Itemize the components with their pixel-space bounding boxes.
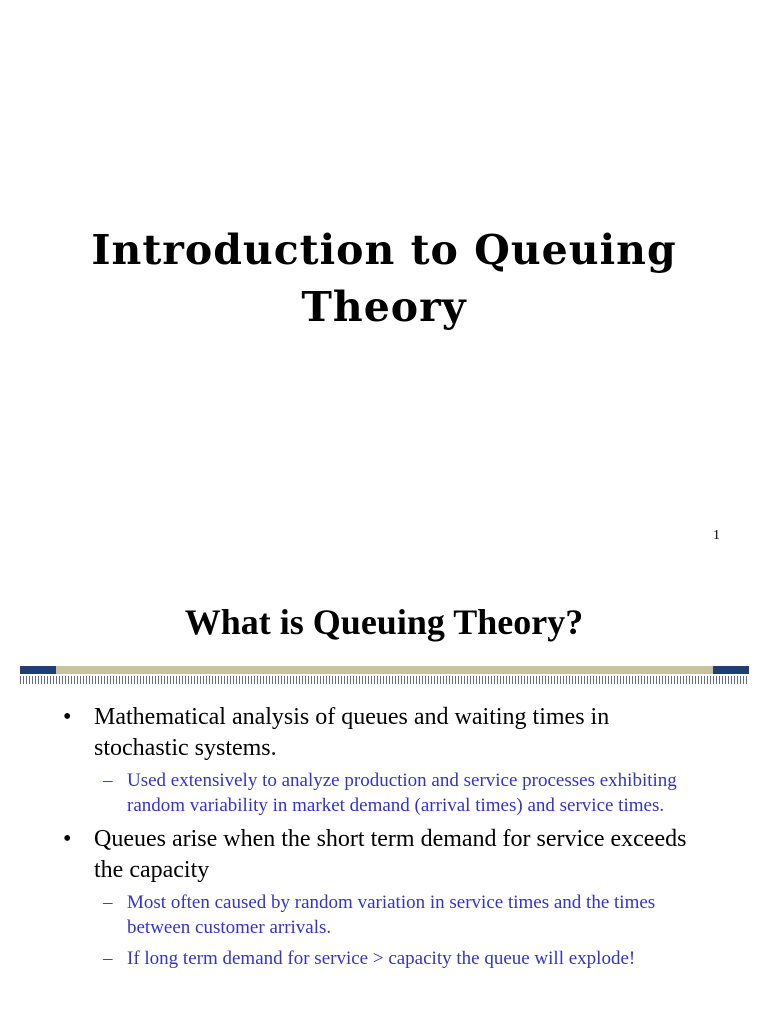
bullet-item (0, 702, 768, 764)
slide-2-title: What is Queuing Theory? (184, 602, 584, 642)
sub-bullet-text: Most often caused by random variation in service times and the times between customer arrivals. (127, 892, 656, 938)
sub-bullet-item (0, 890, 768, 940)
bullet-icon: • (63, 826, 72, 852)
sub-bullet-item (0, 946, 768, 971)
bullet-item (0, 824, 768, 886)
slide-1-title (0, 222, 768, 336)
bullet-icon: • (63, 704, 72, 730)
sub-bullet-item (0, 768, 768, 818)
sub-bullet-text: Used extensively to analyze production and service processes exhibiting random variability in market demand (arrival times) and service times. (127, 770, 677, 816)
dash-icon: – (103, 948, 113, 969)
slide-number: 1 (713, 528, 720, 543)
bullet-text: Mathematical analysis of queues and waiting times in stochastic systems. (94, 704, 610, 761)
title-line-1: Introduction to Queuing (91, 226, 677, 274)
bullet-list (0, 702, 768, 977)
title-divider (20, 666, 749, 686)
dash-icon: – (103, 892, 113, 913)
divider-band (20, 666, 749, 674)
slide-2 (0, 560, 768, 1024)
bullet-text: Queues arise when the short term demand for service exceeds the capacity (94, 826, 687, 883)
divider-hatch (20, 676, 749, 684)
divider-cap-right (713, 666, 749, 674)
sub-bullet-text: If long term demand for service > capacity the queue will explode! (127, 948, 636, 969)
title-line-2: Theory (301, 283, 467, 331)
divider-cap-left (20, 666, 56, 674)
dash-icon: – (103, 770, 113, 791)
